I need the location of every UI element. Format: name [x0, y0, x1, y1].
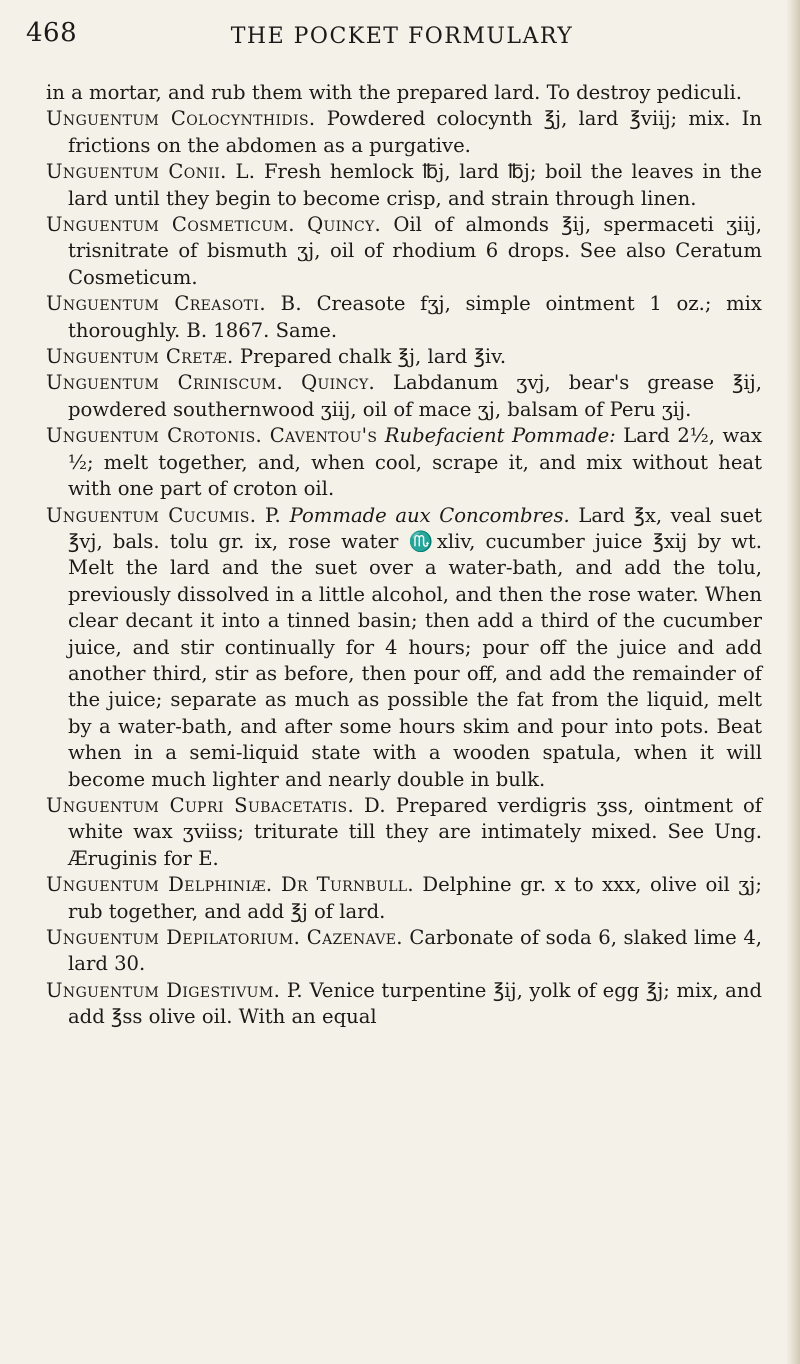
entry-authority: Caventou's [269, 424, 378, 448]
entry-text: Lard 2½, wax ½; melt together, and, when cool, scrape it, and mix without heat with one part of croton oil. [68, 424, 762, 501]
entry-text: Fresh hemlock ℔j, lard ℔j; boil the leaves in the lard until they begin to become crisp, and strain through linen. [68, 160, 762, 210]
entry-unguentum-cucumis [46, 503, 762, 793]
entry-text: Creasote fʒj, simple ointment 1 oz.; mix thoroughly. B. 1867. Same. [68, 292, 762, 342]
entry-authority: B. [280, 292, 302, 316]
entry-italic-title: Rubefacient Pommade: [384, 424, 616, 448]
page-header [26, 16, 778, 56]
entry-head: Unguentum Cupri Subacetatis. [46, 793, 355, 817]
page-body [46, 80, 762, 1031]
entry-text: Oil of almonds ℥ij, spermaceti ʒiij, trisnitrate of bismuth ʒj, oil of rhodium 6 drops. See also Ceratum Cosmeticum. [68, 213, 763, 289]
entry-head: Unguentum Creasoti. [46, 292, 266, 316]
entry-text: in a mortar, and rub them with the prepared lard. To destroy pediculi. [46, 81, 742, 104]
entry-italic-title: Pommade aux Concombres. [289, 503, 570, 527]
entry-unguentum-conii [46, 159, 762, 212]
entry-unguentum-cosmeticum [46, 212, 762, 291]
entry-unguentum-digestivum [46, 978, 762, 1031]
entry-unguentum-depilatorium [46, 925, 762, 978]
entry-authority: L. [235, 160, 256, 184]
entry-authority: P. [286, 978, 303, 1002]
entry-text: Delphine gr. x to xxx, olive oil ʒj; rub together, and add ℥j of lard. [68, 873, 762, 923]
entry-continuation [46, 80, 762, 106]
entry-unguentum-crotonis [46, 423, 762, 502]
entry-unguentum-colocynthidis [46, 106, 762, 159]
entry-head: Unguentum Crotonis. [46, 424, 263, 448]
entry-authority: D. [364, 793, 386, 817]
running-title: THE POCKET FORMULARY [230, 24, 574, 49]
entry-unguentum-creasoti [46, 291, 762, 344]
entry-text: Lard ℥x, veal suet ℥vj, bals. tolu gr. ix, rose water ♏xliv, cucumber juice ℥xij by wt. Melt the lard and the suet over a water-bath, and add the tolu, previously dissolved in a little alcohol, and then the rose water. When clear decant it into a tinned basin; then add a third of the cucumber juice, and stir continually for 4 hours; pour off the juice and add another third, stir as before, then pour off, and add the remainder of the juice; separate as much as possible the fat from the liquid, melt by a water-bath, and after some hours skim and pour into pots. Beat when in a semi-liquid state with a wooden spatula, when it will become much lighter and nearly double in bulk. [68, 503, 762, 791]
entry-head: Unguentum Cosmeticum. [46, 213, 295, 237]
entry-text: Labdanum ʒvj, bear's grease ℥ij, powdered southernwood ʒiij, oil of mace ʒj, balsam of Peru ʒij. [68, 371, 762, 421]
entry-text: Carbonate of soda 6, slaked lime 4, lard 30. [68, 926, 763, 976]
entry-head: Unguentum Digestivum. [46, 978, 281, 1002]
entry-head: Unguentum Colocynthidis. [46, 107, 316, 131]
page-number: 468 [26, 18, 78, 48]
entry-text: Powdered colocynth ℥j, lard ℥viij; mix. In frictions on the abdomen as a purgative. [68, 107, 762, 157]
entry-unguentum-criniscum [46, 370, 762, 423]
entry-head: Unguentum Delphiniæ. [46, 873, 273, 897]
entry-head: Unguentum Criniscum. [46, 371, 284, 395]
entry-head: Unguentum Conii. [46, 160, 227, 184]
entry-authority: Quincy. [301, 371, 376, 395]
entry-authority: Quincy. [307, 213, 382, 237]
entry-unguentum-delphiniae [46, 872, 762, 925]
entry-text: Prepared verdigris ʒss, ointment of white wax ʒviiss; triturate till they are intimately mixed. See Ung. Æruginis for E. [68, 793, 762, 870]
entry-authority: P. [265, 503, 282, 527]
entry-unguentum-cretae [46, 344, 762, 370]
entry-unguentum-cupri-subacetatis [46, 793, 762, 872]
entry-authority: Dr Turnbull. [281, 873, 414, 897]
entry-head: Unguentum Depilatorium. [46, 926, 301, 949]
page-edge-shadow [786, 0, 800, 1364]
entry-authority: Cazenave. [306, 926, 403, 949]
entry-text: Prepared chalk ℥j, lard ℥iv. [239, 345, 507, 369]
entry-head: Unguentum Cretæ. [46, 345, 234, 369]
entry-text: Venice turpentine ℥ij, yolk of egg ℥j; mix, and add ℥ss olive oil. With an equal [68, 978, 762, 1029]
entry-head: Unguentum Cucumis. [46, 503, 257, 527]
